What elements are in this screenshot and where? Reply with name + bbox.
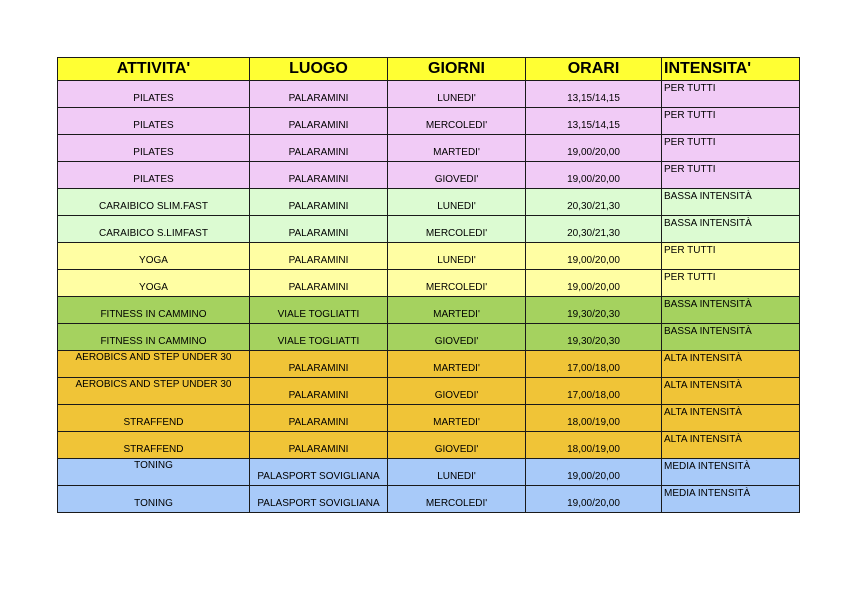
intensity-cell: ALTA INTENSITÀ xyxy=(662,405,800,432)
place-cell: PALARAMINI xyxy=(250,162,388,189)
activity-cell: AEROBICS AND STEP UNDER 30 xyxy=(58,378,250,405)
hours-cell: 19,00/20,00 xyxy=(526,486,662,513)
activity-cell: YOGA xyxy=(58,270,250,297)
hours-cell: 20,30/21,30 xyxy=(526,189,662,216)
activity-cell: TONING xyxy=(58,486,250,513)
day-cell: LUNEDI' xyxy=(388,243,526,270)
activity-cell: CARAIBICO S.LIMFAST xyxy=(58,216,250,243)
intensity-cell: PER TUTTI xyxy=(662,135,800,162)
intensity-cell: PER TUTTI xyxy=(662,270,800,297)
intensity-cell: ALTA INTENSITÀ xyxy=(662,351,800,378)
table-row xyxy=(58,108,800,135)
activity-cell: STRAFFEND xyxy=(58,405,250,432)
table-row xyxy=(58,351,800,378)
place-cell: PALARAMINI xyxy=(250,405,388,432)
day-cell: MARTEDI' xyxy=(388,351,526,378)
hours-cell: 19,00/20,00 xyxy=(526,459,662,486)
table-row xyxy=(58,243,800,270)
schedule-body xyxy=(58,81,800,513)
day-cell: MERCOLEDI' xyxy=(388,486,526,513)
header-activity: ATTIVITA' xyxy=(58,58,250,81)
place-cell: PALARAMINI xyxy=(250,108,388,135)
hours-cell: 20,30/21,30 xyxy=(526,216,662,243)
table-row xyxy=(58,459,800,486)
place-cell: VIALE TOGLIATTI xyxy=(250,297,388,324)
intensity-cell: BASSA INTENSITÀ xyxy=(662,189,800,216)
activity-cell: FITNESS IN CAMMINO xyxy=(58,297,250,324)
activity-cell: AEROBICS AND STEP UNDER 30 xyxy=(58,351,250,378)
table-row xyxy=(58,270,800,297)
hours-cell: 19,30/20,30 xyxy=(526,324,662,351)
activity-cell: YOGA xyxy=(58,243,250,270)
header-row xyxy=(58,58,800,81)
hours-cell: 19,00/20,00 xyxy=(526,135,662,162)
activity-cell: CARAIBICO SLIM.FAST xyxy=(58,189,250,216)
table-row xyxy=(58,189,800,216)
place-cell: PALARAMINI xyxy=(250,270,388,297)
day-cell: MERCOLEDI' xyxy=(388,108,526,135)
intensity-cell: PER TUTTI xyxy=(662,81,800,108)
day-cell: MARTEDI' xyxy=(388,405,526,432)
intensity-cell: ALTA INTENSITÀ xyxy=(662,432,800,459)
activity-cell: PILATES xyxy=(58,108,250,135)
place-cell: PALARAMINI xyxy=(250,432,388,459)
activity-cell: PILATES xyxy=(58,81,250,108)
table-row xyxy=(58,216,800,243)
place-cell: PALARAMINI xyxy=(250,351,388,378)
day-cell: MARTEDI' xyxy=(388,135,526,162)
hours-cell: 13,15/14,15 xyxy=(526,108,662,135)
day-cell: GIOVEDI' xyxy=(388,378,526,405)
table-row xyxy=(58,162,800,189)
hours-cell: 19,00/20,00 xyxy=(526,162,662,189)
activity-cell: STRAFFEND xyxy=(58,432,250,459)
hours-cell: 13,15/14,15 xyxy=(526,81,662,108)
intensity-cell: MEDIA INTENSITÀ xyxy=(662,459,800,486)
day-cell: GIOVEDI' xyxy=(388,162,526,189)
activity-cell: PILATES xyxy=(58,135,250,162)
intensity-cell: MEDIA INTENSITÀ xyxy=(662,486,800,513)
activity-cell: TONING xyxy=(58,459,250,486)
day-cell: LUNEDI' xyxy=(388,459,526,486)
place-cell: PALARAMINI xyxy=(250,189,388,216)
table-row xyxy=(58,432,800,459)
place-cell: PALASPORT SOVIGLIANA xyxy=(250,459,388,486)
place-cell: VIALE TOGLIATTI xyxy=(250,324,388,351)
place-cell: PALARAMINI xyxy=(250,378,388,405)
day-cell: LUNEDI' xyxy=(388,81,526,108)
intensity-cell: BASSA INTENSITÀ xyxy=(662,297,800,324)
hours-cell: 19,30/20,30 xyxy=(526,297,662,324)
day-cell: GIOVEDI' xyxy=(388,432,526,459)
schedule-table xyxy=(57,57,800,513)
header-intensity: INTENSITA' xyxy=(662,58,800,81)
day-cell: MARTEDI' xyxy=(388,297,526,324)
place-cell: PALASPORT SOVIGLIANA xyxy=(250,486,388,513)
place-cell: PALARAMINI xyxy=(250,81,388,108)
day-cell: MERCOLEDI' xyxy=(388,216,526,243)
table-row xyxy=(58,486,800,513)
table-row xyxy=(58,135,800,162)
hours-cell: 18,00/19,00 xyxy=(526,405,662,432)
header-days: GIORNI xyxy=(388,58,526,81)
table-row xyxy=(58,378,800,405)
table-row xyxy=(58,324,800,351)
table-row xyxy=(58,405,800,432)
hours-cell: 17,00/18,00 xyxy=(526,351,662,378)
day-cell: GIOVEDI' xyxy=(388,324,526,351)
intensity-cell: BASSA INTENSITÀ xyxy=(662,324,800,351)
intensity-cell: PER TUTTI xyxy=(662,162,800,189)
header-hours: ORARI xyxy=(526,58,662,81)
intensity-cell: ALTA INTENSITÀ xyxy=(662,378,800,405)
activity-cell: PILATES xyxy=(58,162,250,189)
place-cell: PALARAMINI xyxy=(250,243,388,270)
hours-cell: 19,00/20,00 xyxy=(526,270,662,297)
hours-cell: 18,00/19,00 xyxy=(526,432,662,459)
intensity-cell: PER TUTTI xyxy=(662,108,800,135)
table-row xyxy=(58,81,800,108)
hours-cell: 17,00/18,00 xyxy=(526,378,662,405)
activity-cell: FITNESS IN CAMMINO xyxy=(58,324,250,351)
day-cell: MERCOLEDI' xyxy=(388,270,526,297)
place-cell: PALARAMINI xyxy=(250,216,388,243)
place-cell: PALARAMINI xyxy=(250,135,388,162)
table-row xyxy=(58,297,800,324)
header-place: LUOGO xyxy=(250,58,388,81)
hours-cell: 19,00/20,00 xyxy=(526,243,662,270)
intensity-cell: PER TUTTI xyxy=(662,243,800,270)
intensity-cell: BASSA INTENSITÀ xyxy=(662,216,800,243)
day-cell: LUNEDI' xyxy=(388,189,526,216)
